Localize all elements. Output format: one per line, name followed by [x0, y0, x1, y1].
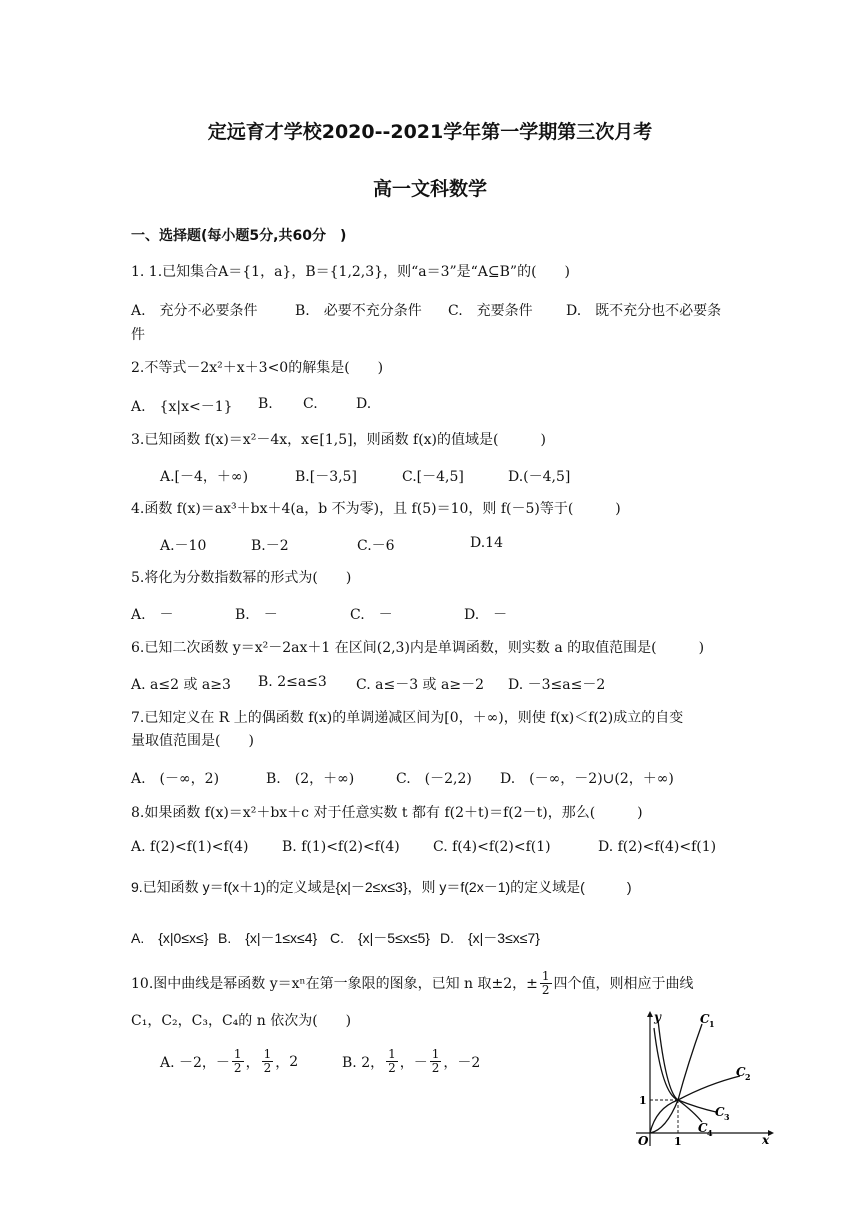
separator: ， — [245, 1054, 260, 1071]
question-8-stem: 8.如果函数 f(x)＝x²＋bx＋c 对于任意实数 t 都有 f(2＋t)＝f(2－t)，那么( ) — [131, 805, 643, 821]
fraction-denominator: 2 — [263, 1061, 272, 1075]
question-8-option-b: B. f(1)<f(2)<f(4) — [282, 839, 400, 855]
c3-subscript: 3 — [724, 1112, 730, 1122]
question-4-stem: 4.函数 f(x)＝ax³＋bx＋4(a，b 不为零)，且 f(5)＝10，则 f(－5)等于( ) — [131, 501, 621, 517]
question-1-stem: 1. 1.已知集合A＝{1，a}，B＝{1,2,3}，则“a＝3”是“A⊆B”的( ) — [131, 264, 571, 280]
question-7-option-a: A. (－∞，2) — [131, 771, 220, 787]
question-7-stem: 7.已知定义在 R 上的偶函数 f(x)的单调递减区间为[0，＋∞)，则使 f(x)＜f(2)成立的自变 — [131, 710, 684, 726]
question-7-stem-continued: 量取值范围是( ) — [131, 733, 254, 749]
c2-subscript: 2 — [745, 1072, 751, 1082]
c1-label: C — [700, 1012, 710, 1026]
question-6-option-d: D. －3≤a≤－2 — [508, 677, 606, 693]
c2-label: C — [736, 1065, 746, 1079]
y-axis-label: y — [654, 1010, 661, 1024]
question-2-option-c: C. — [303, 396, 318, 412]
fraction-one-half — [540, 970, 552, 997]
question-8-option-a: A. f(2)<f(1)<f(4) — [131, 839, 249, 855]
exam-subtitle: 高一文科数学 — [372, 178, 487, 200]
exam-title: 定远育才学校2020--2021学年第一学期第三次月考 — [207, 121, 653, 143]
question-4-option-c: C.－6 — [357, 538, 395, 554]
question-1-option-b: B. 必要不充分条件 — [295, 303, 422, 319]
fraction-numerator: 1 — [541, 969, 550, 983]
c4-subscript: 4 — [707, 1128, 713, 1138]
question-2-stem: 2.不等式－2x²＋x＋3<0的解集是( ) — [131, 360, 384, 376]
x-axis-label: x — [762, 1133, 770, 1147]
question-6-option-a: A. a≤2 或 a≥3 — [131, 677, 231, 693]
question-6-option-b: B. 2≤a≤3 — [258, 674, 327, 690]
option-b-end: －2 — [457, 1054, 481, 1071]
question-9-option-c: C. {x|－5≤x≤5} — [330, 930, 430, 946]
option-b-prefix: B. 2， — [342, 1054, 385, 1071]
fraction-one-half — [232, 1048, 244, 1075]
curve-c1 — [650, 1024, 702, 1133]
question-5-option-d: D. － — [464, 607, 508, 623]
question-5-stem: 5.将化为分数指数幂的形式为( ) — [131, 570, 352, 586]
question-2-option-b: B. — [258, 396, 273, 412]
question-5-option-a: A. － — [131, 607, 174, 623]
fraction-numerator: 1 — [431, 1047, 440, 1061]
fraction-one-half — [262, 1048, 274, 1075]
x-tick-label: 1 — [674, 1135, 682, 1148]
curve-c3 — [654, 1028, 716, 1112]
fraction-numerator: 1 — [233, 1047, 242, 1061]
y-tick-label: 1 — [639, 1094, 647, 1107]
origin-label: O — [638, 1134, 649, 1148]
fraction-one-half — [430, 1048, 442, 1075]
fraction-numerator: 1 — [263, 1047, 272, 1061]
question-9-option-d: D. {x|－3≤x≤7} — [440, 930, 540, 946]
question-4-option-b: B.－2 — [251, 538, 289, 554]
question-1-option-d-continued: 件 — [131, 327, 145, 343]
separator: ， — [399, 1054, 414, 1071]
fraction-denominator: 2 — [541, 983, 550, 997]
question-2-option-a: A. {x|x<－1} — [131, 399, 233, 415]
question-1-option-d: D. 既不充分也不必要条 — [566, 303, 722, 319]
question-7-option-b: B. (2，＋∞) — [266, 771, 355, 787]
option-a-end: 2 — [289, 1053, 299, 1070]
c4-label: C — [698, 1121, 708, 1135]
question-7-option-d: D. (－∞，－2)∪(2，＋∞) — [500, 771, 674, 787]
option-a-prefix: A. －2，－ — [160, 1054, 230, 1071]
question-10-stem — [131, 970, 694, 997]
question-3-option-a: A.[－4，＋∞) — [160, 469, 249, 485]
c3-label: C — [715, 1105, 725, 1119]
question-9-option-b: B. {x|－1≤x≤4} — [218, 930, 318, 946]
c1-subscript: 1 — [709, 1019, 715, 1029]
fraction-one-half — [386, 1048, 398, 1075]
separator: ， — [275, 1054, 290, 1071]
question-6-option-c: C. a≤－3 或 a≥－2 — [356, 677, 484, 693]
separator: ， — [443, 1054, 458, 1071]
fraction-numerator: 1 — [388, 1047, 396, 1061]
question-5-option-b: B. － — [235, 607, 278, 623]
question-2-option-d: D. — [356, 396, 372, 412]
question-3-option-d: D.(－4,5] — [508, 469, 571, 485]
question-10-option-b — [342, 1048, 480, 1075]
question-10-stem-part-1: 10.图中曲线是幂函数 y＝xⁿ在第一象限的图象，已知 n 取±2，± — [131, 975, 538, 992]
question-7-option-c: C. (－2,2) — [396, 771, 472, 787]
section-heading: 一、选择题(每小题5分,共60分 ) — [131, 228, 347, 244]
question-10-option-a — [160, 1048, 298, 1075]
question-10-stem-part-2: 四个值，则相应于曲线 — [553, 975, 694, 992]
fraction-denominator: 2 — [388, 1061, 396, 1075]
question-3-option-b: B.[－3,5] — [295, 469, 357, 485]
negative-sign: － — [413, 1054, 428, 1071]
question-10-stem-continued: C₁，C₂，C₃，C₄的 n 依次为( ) — [131, 1013, 352, 1029]
question-9-option-a: A. {x|0≤x≤} — [131, 930, 209, 946]
question-9-stem: 9.已知函数 y＝f(x＋1)的定义域是{x|－2≤x≤3}，则 y＝f(2x－1)的定义域是( ) — [131, 879, 632, 895]
question-3-option-c: C.[－4,5] — [402, 469, 464, 485]
question-1-option-c: C. 充要条件 — [448, 303, 533, 319]
question-8-option-c: C. f(4)<f(2)<f(1) — [433, 839, 551, 855]
question-4-option-a: A.－10 — [160, 538, 207, 554]
question-1-option-a: A. 充分不必要条件 — [131, 303, 258, 319]
question-8-option-d: D. f(2)<f(4)<f(1) — [598, 839, 717, 855]
y-axis-arrow — [647, 1011, 653, 1017]
fraction-denominator: 2 — [233, 1061, 242, 1075]
question-4-option-d: D.14 — [470, 535, 503, 551]
fraction-denominator: 2 — [431, 1061, 440, 1075]
question-6-stem: 6.已知二次函数 y＝x²－2ax＋1 在区间(2,3)内是单调函数，则实数 a 的取值范围是( ) — [131, 640, 705, 656]
power-function-figure — [628, 1008, 780, 1148]
question-3-stem: 3.已知函数 f(x)＝x²－4x，x∈[1,5]，则函数 f(x)的值域是( ) — [131, 432, 546, 448]
question-5-option-c: C. － — [350, 607, 393, 623]
